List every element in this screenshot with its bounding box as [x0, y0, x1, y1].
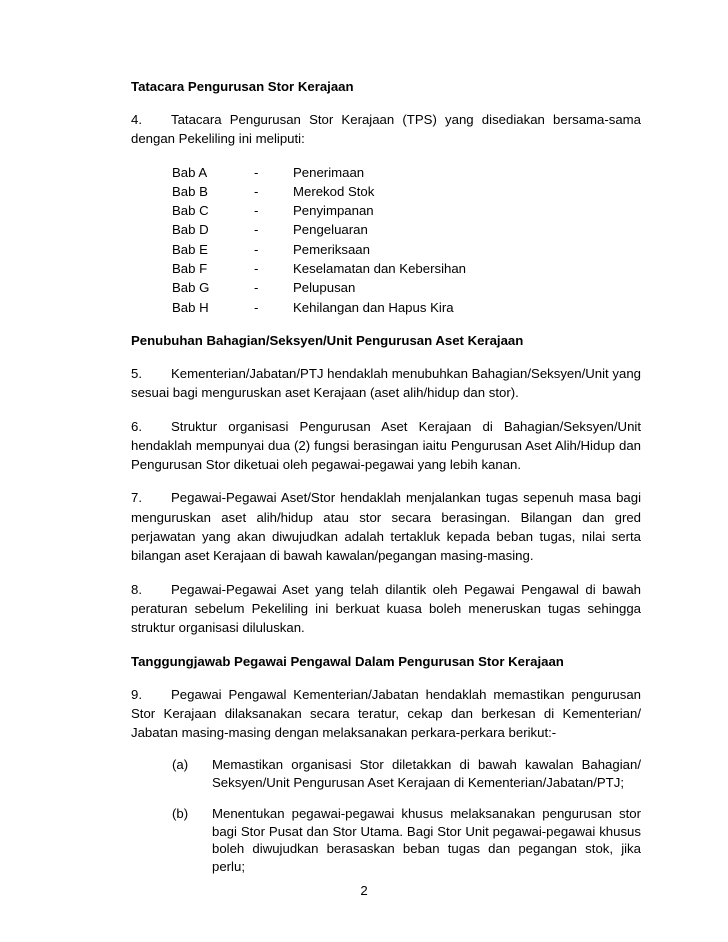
paragraph-text: Pegawai Pengawal Kementerian/Jabatan hendaklah memastikan pengurusan Stor Kerajaan dilaksanakan secara teratur, cekap dan berkesan di Kementerian/ Jabatan masing-masing dengan melaksanakan perkara-perkara berikut:-: [131, 686, 641, 741]
bab-row: [172, 163, 641, 182]
paragraph-number: 8.: [131, 581, 142, 597]
list-item-b: [172, 805, 641, 875]
bab-title: Pengeluaran: [293, 222, 368, 238]
bab-row: [172, 240, 641, 259]
bab-dash: -: [254, 203, 259, 219]
bab-code: Bab D: [172, 222, 209, 238]
list-item-label: (a): [172, 757, 189, 773]
bab-dash: -: [254, 280, 259, 296]
page-content: [131, 77, 641, 875]
bab-list: [172, 163, 641, 317]
bab-code: Bab B: [172, 183, 208, 199]
bab-title: Merekod Stok: [293, 183, 375, 199]
bab-dash: -: [254, 261, 259, 277]
bab-title: Penyimpanan: [293, 203, 374, 219]
bab-code: Bab H: [172, 299, 209, 315]
paragraph-7: [131, 488, 641, 565]
bab-dash: -: [254, 183, 259, 199]
bab-title: Pelupusan: [293, 280, 356, 296]
bab-title: Keselamatan dan Kebersihan: [293, 261, 467, 277]
paragraph-number: 4.: [131, 112, 142, 127]
list-item-a: [172, 756, 641, 791]
section-heading-penubuhan: Penubuhan Bahagian/Seksyen/Unit Pengurusan Aset Kerajaan: [131, 332, 524, 348]
bab-row: [172, 278, 641, 297]
list-item-text: Memastikan organisasi Stor diletakkan di bawah kawalan Bahagian/ Seksyen/Unit Pengurusan Aset Kerajaan di Kementerian/Jabatan/PTJ;: [212, 757, 641, 790]
paragraph-8: [131, 580, 641, 638]
section-heading-tanggungjawab: Tanggungjawab Pegawai Pengawal Dalam Pengurusan Stor Kerajaan: [131, 653, 564, 669]
paragraph-9: [131, 685, 641, 743]
bab-title: Pemeriksaan: [293, 241, 370, 257]
paragraph-text: Struktur organisasi Pengurusan Aset Kerajaan di Bahagian/Seksyen/Unit hendaklah mempunyai dua (2) fungsi berasingan iaitu Pengurusan Aset Alih/Hidup dan Pengurusan Stor diketuai oleh pegawai-pegawai yang lebih kanan.: [131, 418, 641, 473]
list-item-text: Menentukan pegawai-pegawai khusus melaksanakan pengurusan stor bagi Stor Pusat dan Stor Utama. Bagi Stor Unit pegawai-pegawai khusus boleh diwujudkan berasaskan beban tugas dan pegangan stok, jika perlu;: [212, 806, 641, 874]
bab-title: Penerimaan: [293, 164, 365, 180]
bab-code: Bab E: [172, 241, 208, 257]
paragraph-number: 5.: [131, 365, 142, 381]
section-heading-tps: Tatacara Pengurusan Stor Kerajaan: [131, 79, 354, 94]
bab-code: Bab A: [172, 164, 208, 180]
page-number: 2: [360, 883, 368, 898]
bab-row: [172, 182, 641, 201]
paragraph-number: 6.: [131, 418, 142, 434]
bab-title: Kehilangan dan Hapus Kira: [293, 299, 454, 315]
list-item-label: (b): [172, 806, 189, 822]
bab-row: [172, 201, 641, 220]
bab-row: [172, 259, 641, 278]
paragraph-4: [131, 110, 641, 149]
bab-dash: -: [254, 241, 259, 257]
paragraph-6: [131, 417, 641, 475]
bab-dash: -: [254, 222, 259, 238]
bab-code: Bab G: [172, 280, 210, 296]
paragraph-number: 9.: [131, 686, 142, 702]
paragraph-text: Tatacara Pengurusan Stor Kerajaan (TPS) yang disediakan bersama-sama dengan Pekeliling ini meliputi:: [131, 112, 641, 147]
bab-row: [172, 298, 641, 317]
paragraph-text: Pegawai-Pegawai Aset/Stor hendaklah menjalankan tugas sepenuh masa bagi menguruskan aset alih/hidup atau stor secara berasingan. Bilangan dan gred perjawatan yang akan diwujudkan adalah tertakluk kepada beban tugas, nilai serta bilangan aset Kerajaan di bawah kawalan/pegangan masing-masing.: [131, 490, 641, 564]
paragraph-number: 7.: [131, 490, 142, 506]
bab-row: [172, 220, 641, 239]
paragraph-text: Kementerian/Jabatan/PTJ hendaklah menubuhkan Bahagian/Seksyen/Unit yang sesuai bagi menguruskan aset Kerajaan (aset alih/hidup dan stor).: [131, 365, 641, 401]
bab-code: Bab C: [172, 203, 209, 219]
bab-dash: -: [254, 164, 259, 180]
paragraph-text: Pegawai-Pegawai Aset yang telah dilantik oleh Pegawai Pengawal di bawah peraturan sebelum Pekeliling ini berkuat kuasa boleh meneruskan tugas sehingga struktur organisasi diluluskan.: [131, 581, 641, 636]
bab-code: Bab F: [172, 261, 208, 277]
bab-dash: -: [254, 299, 259, 315]
paragraph-5: [131, 364, 641, 403]
